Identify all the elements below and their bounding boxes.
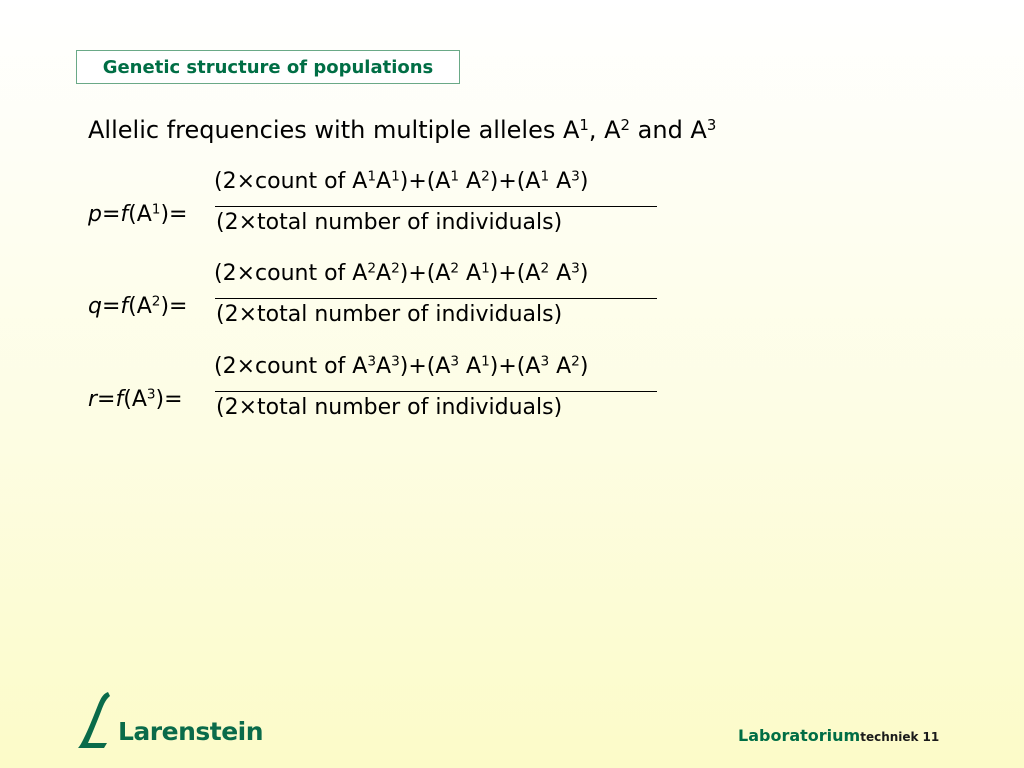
- num-s2: 2: [391, 260, 400, 277]
- num-t3: )+(A: [399, 354, 451, 379]
- equation-q: [88, 260, 688, 349]
- eq-lhs-open: (A: [128, 294, 152, 319]
- eq-sign: =: [97, 387, 116, 412]
- num-s1: 3: [367, 353, 376, 370]
- num-s5: 1: [540, 168, 550, 185]
- num-t6: A: [549, 354, 572, 379]
- equation-lhs: [88, 387, 183, 412]
- logo-wordmark: Larenstein: [118, 717, 264, 746]
- heading-sep-2: and A: [630, 116, 707, 144]
- equation-numerator: [214, 261, 588, 286]
- eq-lhs-sup: 3: [146, 386, 156, 403]
- equation-numerator: [214, 354, 588, 379]
- equation-lhs: [88, 294, 188, 319]
- footer-brand-big: Laboratorium: [738, 726, 861, 745]
- num-s4: 1: [481, 260, 490, 277]
- footer-brand: [738, 726, 939, 745]
- num-t3: )+(A: [399, 261, 451, 286]
- eq-lhs-close: )=: [155, 387, 183, 412]
- slide-title-text: Genetic structure of populations: [102, 56, 434, 78]
- slide-title: [76, 50, 460, 84]
- eq-var: q: [88, 294, 102, 319]
- heading-sup-2: 2: [620, 115, 631, 134]
- equation-lhs: [88, 202, 188, 227]
- heading-sep-1: , A: [588, 116, 621, 144]
- equation-denominator: (2×total number of individuals): [216, 210, 563, 235]
- num-s5: 3: [540, 353, 550, 370]
- num-s6: 3: [571, 168, 580, 185]
- footer-brand-small: techniek: [860, 730, 919, 744]
- num-t4: A: [459, 169, 482, 194]
- num-s2: 1: [391, 168, 400, 185]
- heading-sup-1: 1: [579, 115, 589, 134]
- num-t6: A: [549, 261, 572, 286]
- heading-sup-3: 3: [706, 115, 717, 134]
- eq-lhs-sup: 2: [151, 293, 161, 310]
- page-number: 11: [922, 730, 940, 744]
- num-s2: 3: [391, 353, 400, 370]
- num-t2: A: [376, 169, 392, 194]
- equation-denominator: (2×total number of individuals): [216, 302, 563, 327]
- fraction-bar: [215, 206, 657, 207]
- num-t2: A: [376, 261, 392, 286]
- num-t1: (2×count of A: [214, 354, 368, 379]
- num-s3: 1: [450, 168, 460, 185]
- num-s6: 2: [571, 353, 580, 370]
- fraction-bar: [215, 298, 657, 299]
- num-t5: )+(A: [489, 261, 541, 286]
- eq-lhs-close: )=: [160, 294, 188, 319]
- eq-lhs-open: (A: [123, 387, 147, 412]
- equation-p: [88, 168, 688, 257]
- equation-numerator: [214, 169, 588, 194]
- eq-sign: =: [101, 294, 121, 319]
- num-s3: 2: [450, 260, 460, 277]
- slide-heading: [88, 116, 716, 144]
- num-t2: A: [376, 354, 392, 379]
- num-t7: ): [579, 261, 589, 286]
- num-t5: )+(A: [489, 169, 541, 194]
- num-s6: 3: [571, 260, 580, 277]
- eq-f: f: [115, 387, 124, 412]
- eq-var: p: [88, 202, 102, 227]
- num-t5: )+(A: [489, 354, 541, 379]
- num-s3: 3: [450, 353, 460, 370]
- num-s5: 2: [540, 260, 550, 277]
- eq-lhs-sup: 1: [151, 201, 161, 218]
- num-s1: 2: [367, 260, 376, 277]
- num-t1: (2×count of A: [214, 261, 368, 286]
- eq-sign: =: [101, 202, 121, 227]
- heading-text: Allelic frequencies with multiple alleles A: [88, 116, 580, 144]
- num-t3: )+(A: [399, 169, 451, 194]
- fraction-bar: [215, 391, 657, 392]
- num-s1: 1: [367, 168, 376, 185]
- eq-f: f: [120, 202, 129, 227]
- num-t4: A: [459, 261, 482, 286]
- num-t4: A: [459, 354, 482, 379]
- equation-denominator: (2×total number of individuals): [216, 395, 563, 420]
- equation-r: [88, 353, 688, 442]
- num-t7: ): [579, 354, 589, 379]
- eq-lhs-open: (A: [128, 202, 152, 227]
- num-t7: ): [579, 169, 589, 194]
- num-s4: 2: [481, 168, 490, 185]
- num-t6: A: [549, 169, 572, 194]
- eq-f: f: [120, 294, 129, 319]
- eq-lhs-close: )=: [160, 202, 188, 227]
- num-t1: (2×count of A: [214, 169, 368, 194]
- eq-var: r: [88, 387, 98, 412]
- num-s4: 1: [481, 353, 490, 370]
